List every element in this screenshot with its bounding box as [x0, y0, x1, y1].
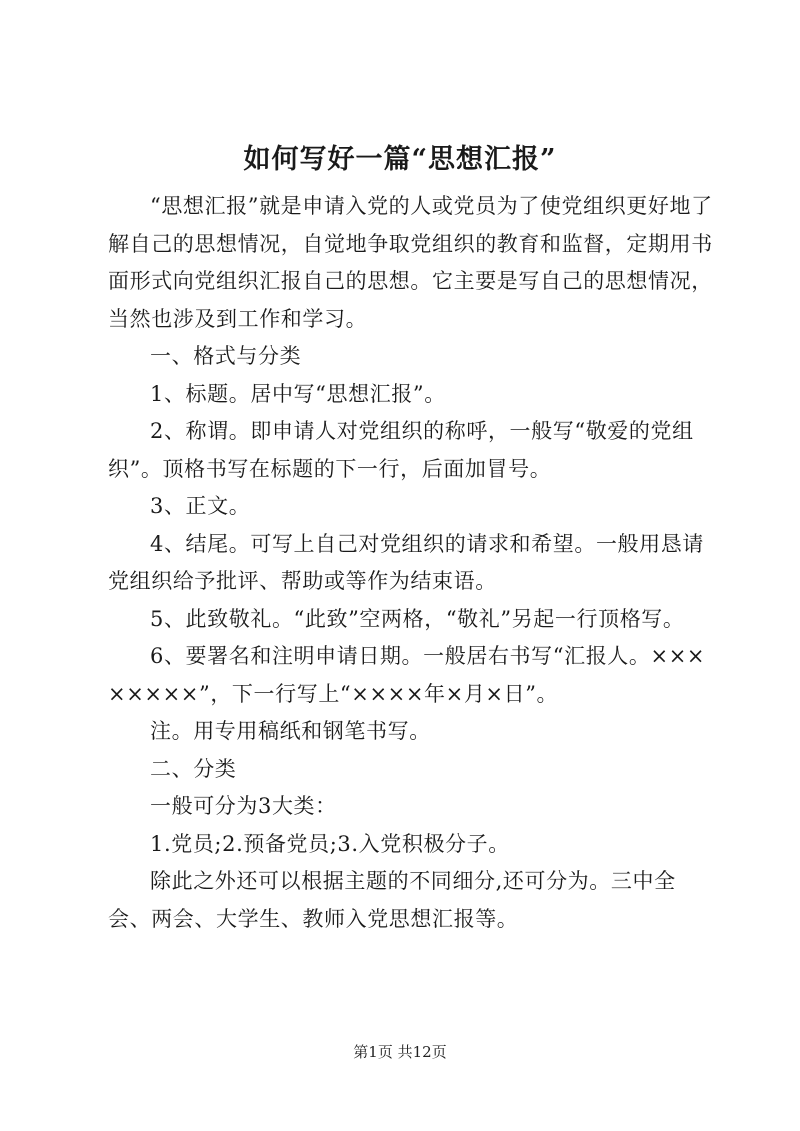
paragraph-salutation-rule: 2、称谓。即申请人对党组织的称呼，一般写“敬爱的党组织”。顶格书写在标题的下一行，后面加冒号。 [108, 419, 694, 481]
paragraph-category-count: 一般可分为3大类： [150, 794, 337, 818]
paragraph-title-rule: 1、标题。居中写“思想汇报”。 [150, 381, 446, 406]
section-heading-format: 一、格式与分类 [150, 344, 302, 368]
paragraph-closing-rule: 5、此致敬礼。“此致”空两格，“敬礼”另起一行顶格写。 [150, 606, 685, 631]
paragraph-intro: “思想汇报”就是申请入党的人或党员为了使党组织更好地了解自己的思想情况，自觉地争取党组织的教育和监督，定期用书面形式向党组织汇报自己的思想。它主要是写自己的思想情况，当然也涉及到工作和学习。 [108, 194, 713, 331]
document-body [108, 188, 716, 938]
paragraph-body-rule: 3、正文。 [150, 494, 251, 518]
page-number-footer: 第1页 共12页 [353, 1043, 447, 1061]
paragraph-signature-rule: 6、要署名和注明申请日期。一般居右书写“汇报人。××××××××”，下一行写上“××××年×月×日”。 [108, 644, 706, 706]
paragraph-category-list: 1.党员;2.预备党员;3.入党积极分子。 [150, 831, 510, 856]
section-heading-categories: 二、分类 [150, 756, 237, 781]
paragraph-ending-rule: 4、结尾。可写上自己对党组织的请求和希望。一般用恳请党组织给予批评、帮助或等作为结束语。 [108, 531, 704, 593]
paragraph-note: 注。用专用稿纸和钢笔书写。 [150, 719, 431, 743]
paragraph-additional-categories: 除此之外还可以根据主题的不同细分,还可分为。三中全会、两会、大学生、教师入党思想汇报等。 [108, 869, 676, 931]
document-title: 如何写好一篇“思想汇报” [243, 144, 557, 175]
